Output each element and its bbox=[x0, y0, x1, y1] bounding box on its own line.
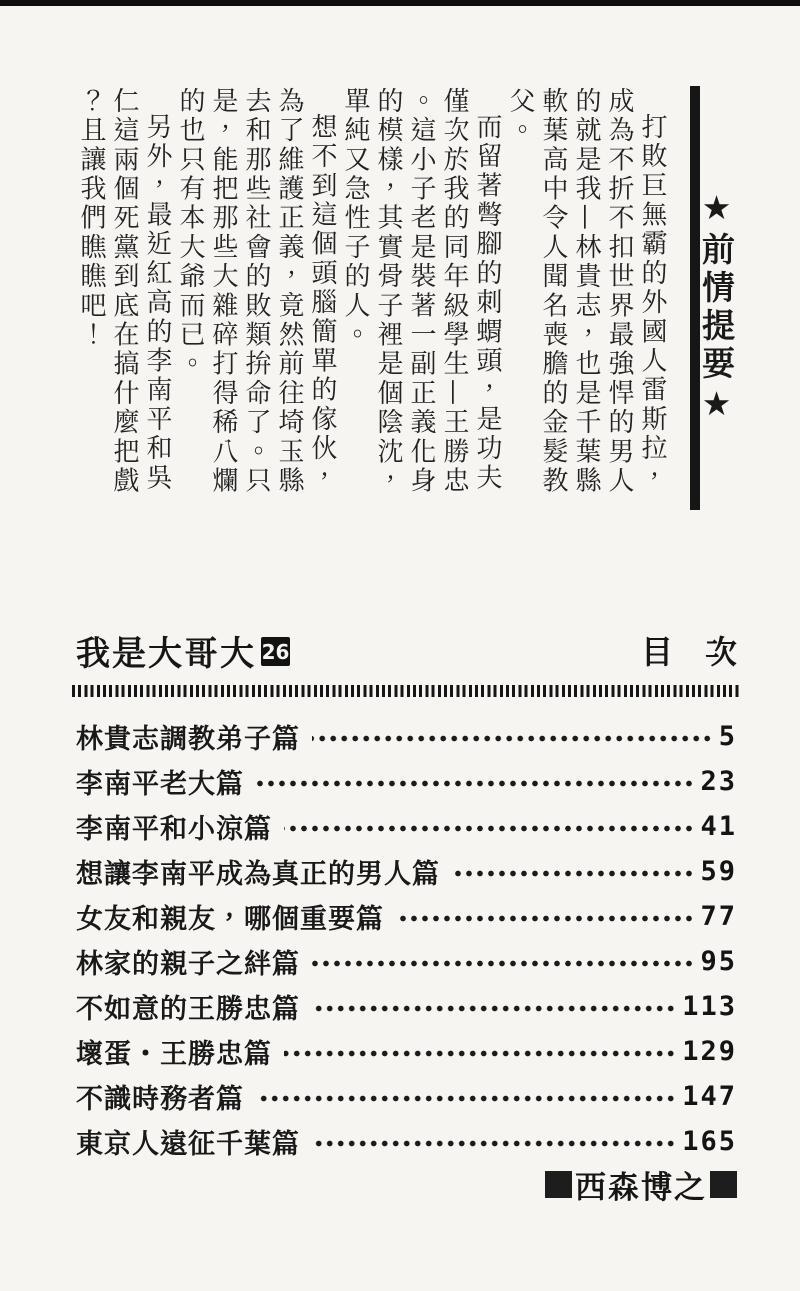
chapter-page-number: 59 bbox=[700, 856, 737, 887]
dot-leader bbox=[452, 860, 694, 888]
synopsis-paragraph: 打敗巨無霸的外國人雷斯拉，成為不折不扣世界最強悍的男人的就是我—林貴志，也是千葉縣軟葉高中令人聞名喪膽的金髮教父。 bbox=[505, 87, 667, 496]
chapter-title: 林家的親子之絆篇 bbox=[76, 949, 300, 980]
toc-row bbox=[76, 849, 737, 894]
chapter-title: 壞蛋・王勝忠篇 bbox=[76, 1039, 272, 1070]
author-name: 西森博之 bbox=[575, 1170, 707, 1206]
chapter-title: 不如意的王勝忠篇 bbox=[76, 994, 300, 1025]
toc-row bbox=[76, 984, 737, 1029]
dot-leader bbox=[312, 725, 713, 753]
black-square-icon bbox=[710, 1171, 737, 1198]
striped-rule bbox=[72, 685, 739, 697]
dot-leader bbox=[396, 905, 694, 933]
dot-leader bbox=[256, 770, 694, 798]
chapter-title: 女友和親友，哪個重要篇 bbox=[76, 904, 384, 935]
chapter-page-number: 23 bbox=[700, 766, 737, 797]
toc-list bbox=[76, 714, 737, 1164]
chapter-page-number: 77 bbox=[700, 901, 737, 932]
chapter-page-number: 41 bbox=[700, 811, 737, 842]
chapter-title: 李南平和小涼篇 bbox=[76, 814, 272, 845]
dot-leader bbox=[256, 1085, 676, 1113]
chapter-page-number: 113 bbox=[682, 991, 737, 1022]
author-credit bbox=[545, 1162, 737, 1207]
chapter-title: 林貴志調教弟子篇 bbox=[76, 724, 300, 755]
toc-row bbox=[76, 804, 737, 849]
series-title: 我是大哥大 bbox=[76, 633, 256, 674]
toc-heading: 目 次 bbox=[640, 633, 737, 671]
chapter-title: 不識時務者篇 bbox=[76, 1084, 244, 1115]
chapter-page-number: 129 bbox=[682, 1036, 737, 1067]
toc-row bbox=[76, 939, 737, 984]
dot-leader bbox=[312, 1130, 676, 1158]
dot-leader bbox=[284, 1040, 676, 1068]
chapter-page-number: 147 bbox=[682, 1081, 737, 1112]
black-square-icon bbox=[545, 1171, 572, 1198]
toc-row bbox=[76, 894, 737, 939]
toc-row bbox=[76, 759, 737, 804]
dot-leader bbox=[312, 995, 676, 1023]
toc-header bbox=[76, 630, 737, 674]
synopsis-paragraph: 另外，最近紅高的李南平和吳仁這兩個死黨到底在搞什麼把戲？且讓我們瞧瞧吧！ bbox=[76, 87, 172, 496]
synopsis-text bbox=[74, 87, 668, 501]
synopsis-paragraph: 而留著彆腳的刺蝟頭，是功夫僅次於我的同年級學生—王勝忠。這小子老是裝著一副正義化身的模樣，其實骨子裡是個陰沈，單純又急性子的人。 bbox=[340, 87, 502, 496]
toc-row bbox=[76, 1074, 737, 1119]
toc-row bbox=[76, 714, 737, 759]
synopsis-heading: ★前情提要★ bbox=[697, 188, 736, 428]
scan-edge-strip bbox=[0, 0, 800, 6]
chapter-title: 想讓李南平成為真正的男人篇 bbox=[76, 859, 440, 890]
dot-leader bbox=[312, 950, 694, 978]
synopsis-paragraph: 想不到這個頭腦簡單的傢伙，為了維護正義，竟然前往埼玉縣去和那些社會的敗類拚命了。只是，能把那些大雜碎打得稀八爛的也只有本大爺而已。 bbox=[175, 87, 337, 496]
dot-leader bbox=[284, 815, 694, 843]
toc-row bbox=[76, 1119, 737, 1164]
chapter-title: 東京人遠征千葉篇 bbox=[76, 1129, 300, 1160]
chapter-title: 李南平老大篇 bbox=[76, 769, 244, 800]
toc-row bbox=[76, 1029, 737, 1074]
chapter-page-number: 5 bbox=[718, 721, 737, 752]
chapter-page-number: 95 bbox=[700, 946, 737, 977]
volume-number-badge: 26 bbox=[261, 637, 290, 666]
chapter-page-number: 165 bbox=[682, 1126, 737, 1157]
